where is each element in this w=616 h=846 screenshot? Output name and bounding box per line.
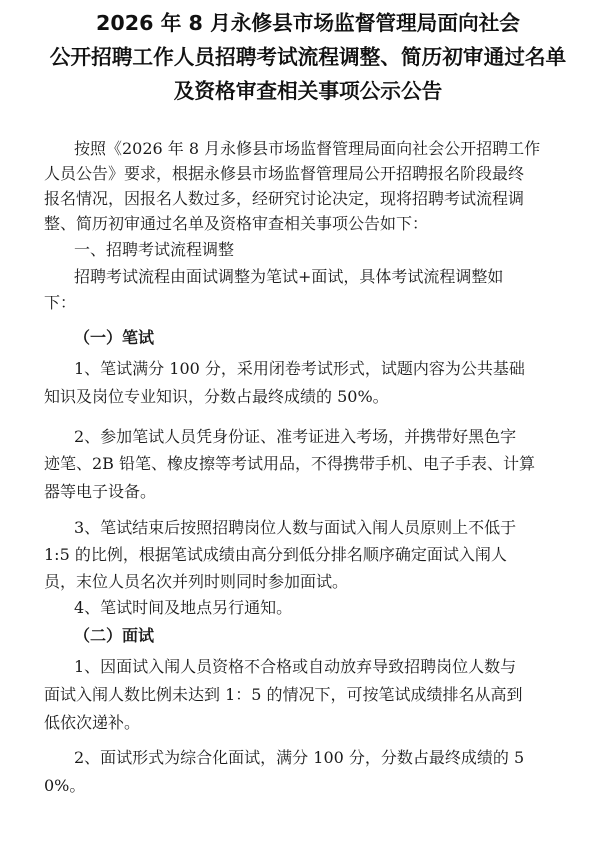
interview-item1-line-1: 1、因面试入闱人员资格不合格或自动放弃导致招聘岗位人数与	[74, 657, 517, 676]
written-item2-line-2: 迹笔、2B 铅笔、橡皮擦等考试用品，不得携带手机、电子手表、计算	[44, 454, 536, 473]
written-item3-line-2: 1:5 的比例，根据笔试成绩由高分到低分排名顺序确定面试入闱人	[44, 545, 507, 564]
written-item3-line-3: 员，末位人员名次并列时则同时参加面试。	[44, 572, 349, 591]
section1-line-1: 招聘考试流程由面试调整为笔试+面试，具体考试流程调整如	[74, 267, 504, 286]
interview-item2-line-2: 0%。	[44, 776, 86, 795]
subheading-interview: （二）面试	[74, 626, 155, 645]
intro-line-3: 报名情况，因报名人数过多，经研究讨论决定，现将招聘考试流程调	[44, 189, 525, 208]
interview-item1-line-2: 面试入闱人数比例未达到 1：5 的情况下，可按笔试成绩排名从高到	[44, 685, 523, 704]
intro-line-1: 按照《2026 年 8 月永修县市场监督管理局面向社会公开招聘工作	[74, 139, 541, 158]
notice-title-line-1: 2026 年 8 月永修县市场监督管理局面向社会	[96, 11, 520, 35]
intro-line-2: 人员公告》要求，根据永修县市场监督管理局公开招聘报名阶段最终	[44, 164, 525, 183]
intro-line-4: 整、简历初审通过名单及资格审查相关事项公告如下：	[44, 214, 429, 233]
written-item3-line-1: 3、笔试结束后按照招聘岗位人数与面试入闱人员原则上不低于	[74, 518, 517, 537]
written-item2-line-3: 器等电子设备。	[44, 482, 157, 501]
notice-title-line-2: 公开招聘工作人员招聘考试流程调整、简历初审通过名单	[49, 45, 567, 69]
section-heading-recruitment-process: 一、招聘考试流程调整	[74, 240, 235, 259]
section1-line-2: 下：	[44, 293, 77, 312]
written-item1-line-1: 1、笔试满分 100 分，采用闭卷考试形式，试题内容为公共基础	[74, 359, 525, 378]
interview-item2-line-1: 2、面试形式为综合化面试，满分 100 分，分数占最终成绩的 5	[74, 748, 525, 767]
written-item2-line-1: 2、参加笔试人员凭身份证、准考证进入考场，并携带好黑色字	[74, 427, 517, 446]
interview-item1-line-3: 低依次递补。	[44, 713, 141, 732]
subheading-written-exam: （一）笔试	[74, 328, 155, 347]
written-item1-line-2: 知识及岗位专业知识，分数占最终成绩的 50%。	[44, 387, 389, 406]
notice-title-line-3: 及资格审查相关事项公示公告	[173, 79, 443, 103]
written-item4-line: 4、笔试时间及地点另行通知。	[74, 598, 293, 617]
